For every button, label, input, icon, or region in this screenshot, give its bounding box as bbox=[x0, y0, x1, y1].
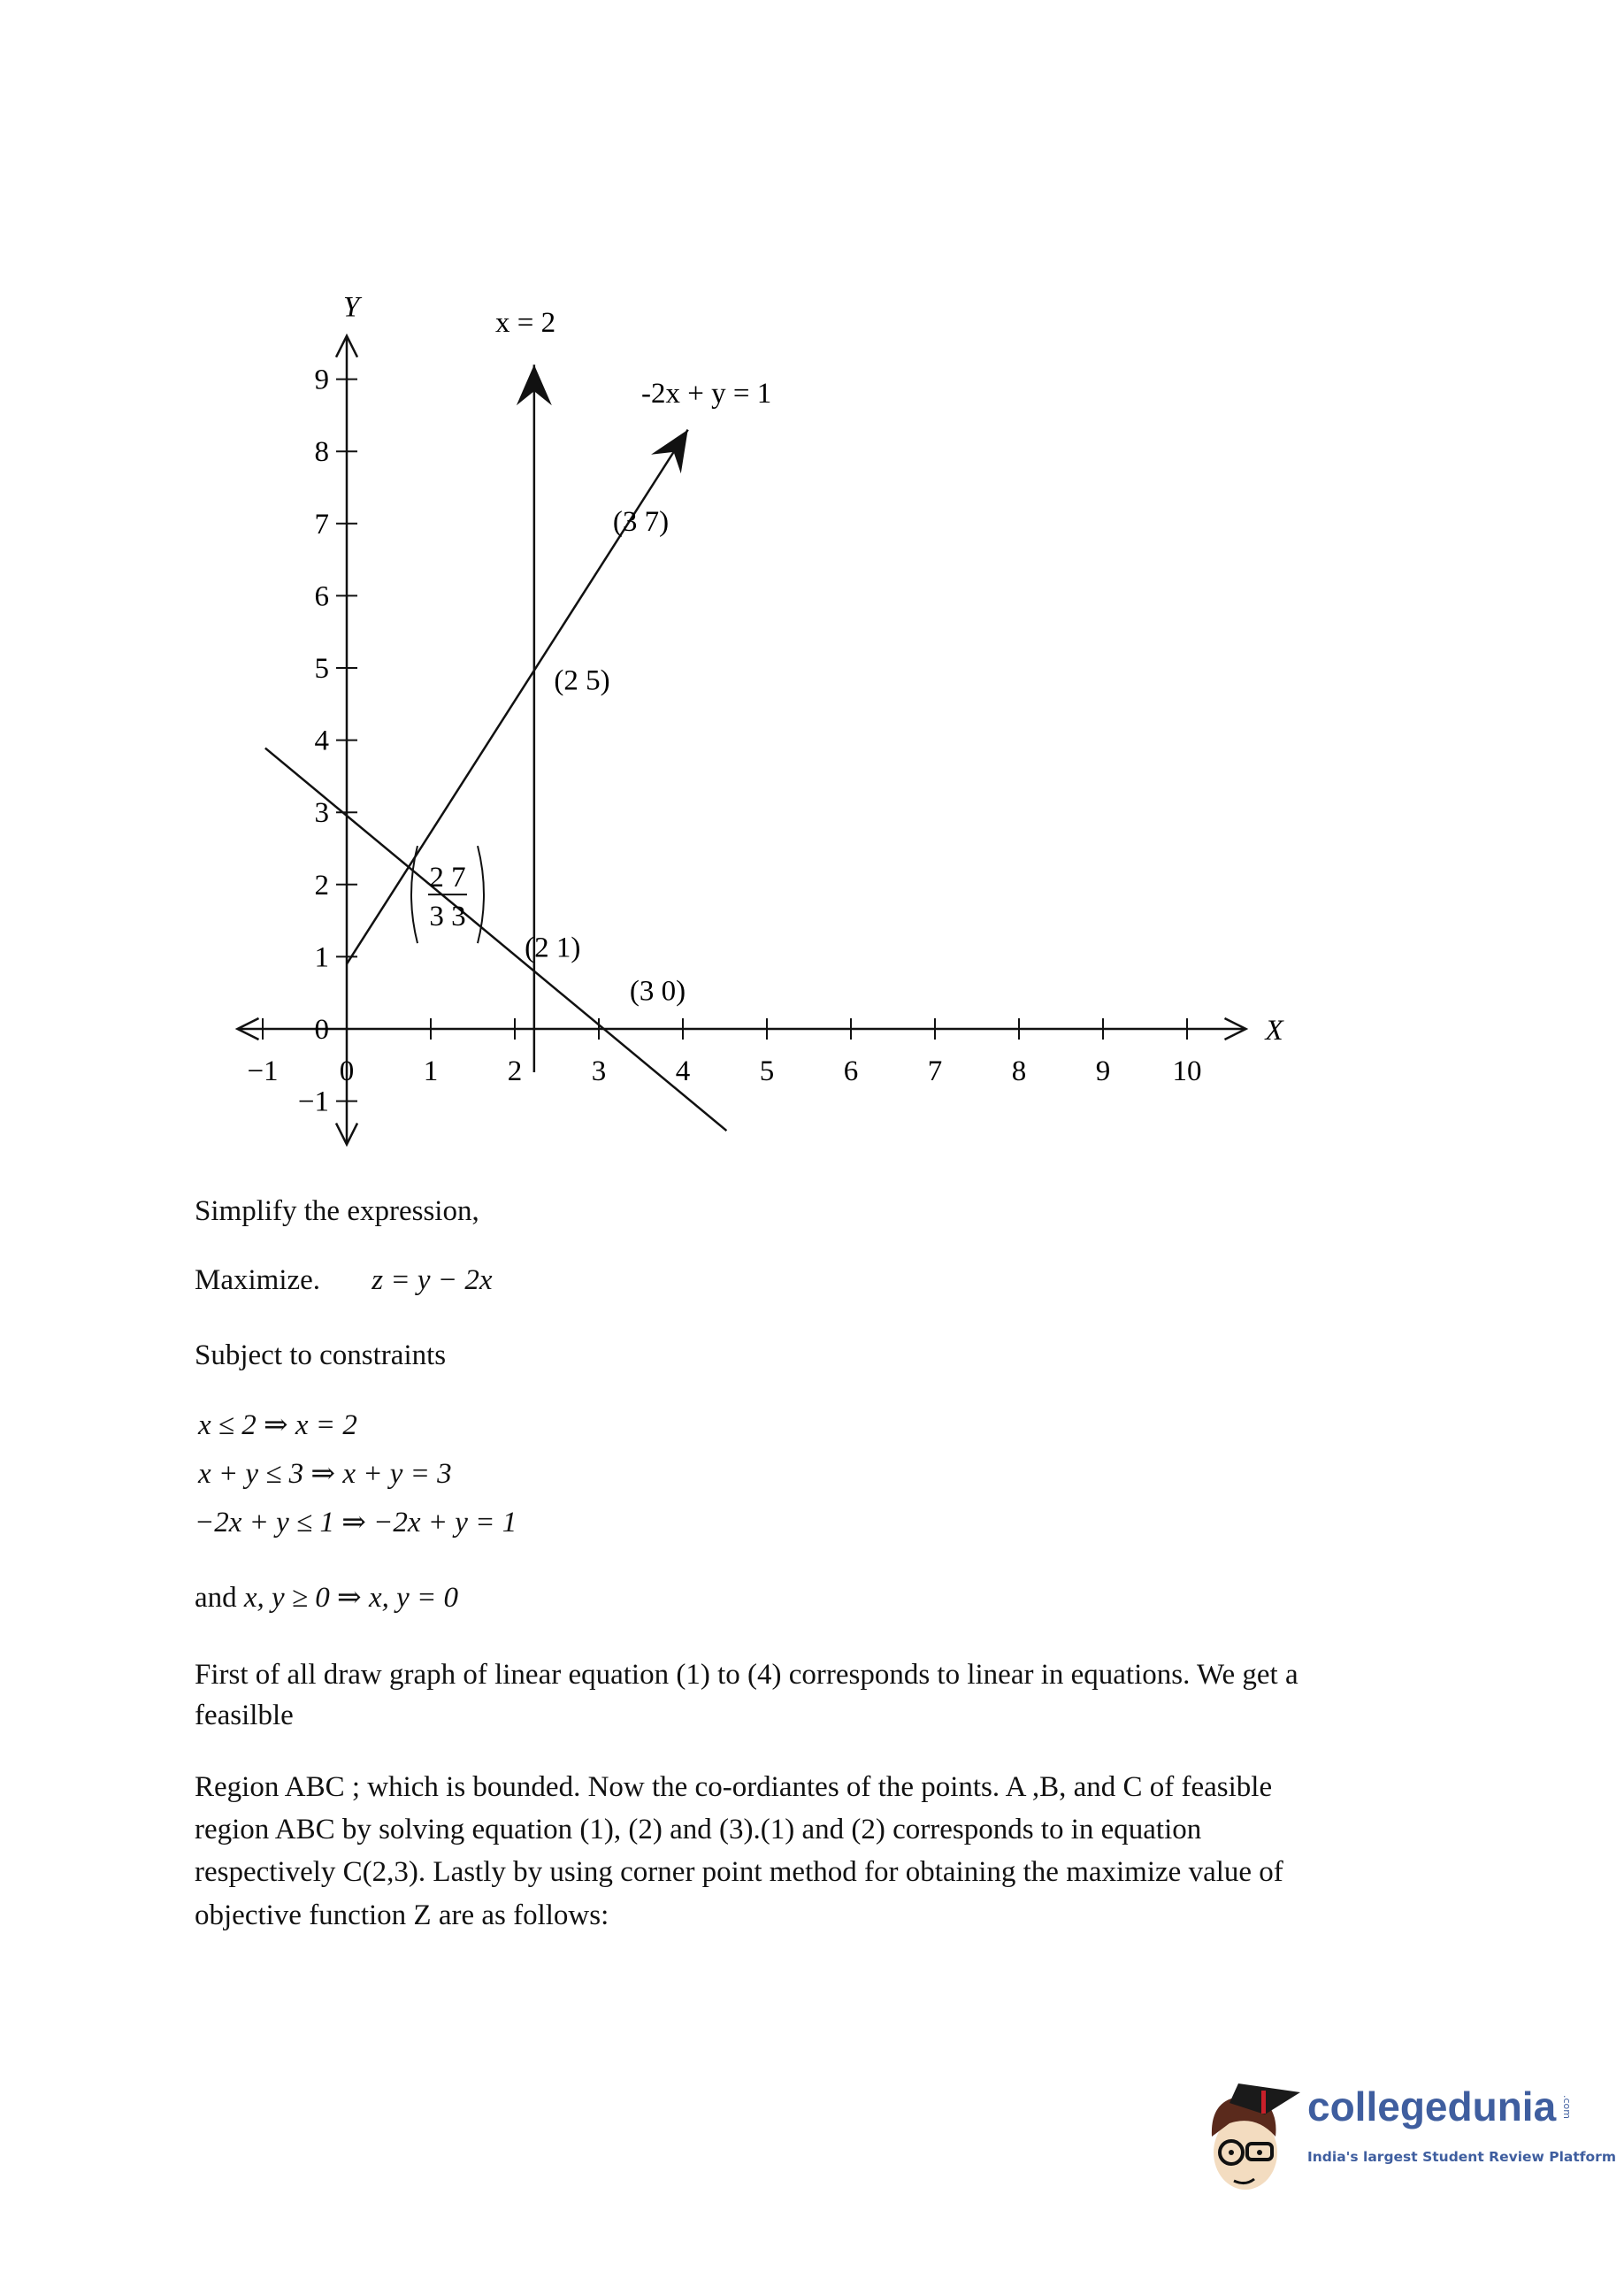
y-tick-label: 3 bbox=[314, 797, 329, 830]
logo-tagline: India's largest Student Review Platform bbox=[1307, 2149, 1616, 2165]
intro-text: Simplify the expression, bbox=[195, 1195, 479, 1227]
x-tick-label: 3 bbox=[591, 1055, 607, 1087]
y-tick-label: 5 bbox=[314, 653, 329, 685]
logo-brand: collegedunia bbox=[1307, 2083, 1557, 2129]
y-tick-label: 0 bbox=[314, 1014, 329, 1046]
x-tick-label: 6 bbox=[843, 1055, 859, 1087]
x-axis-label: X bbox=[1265, 1015, 1283, 1047]
x-tick-label: 5 bbox=[759, 1055, 775, 1087]
subject-text: Subject to constraints bbox=[195, 1339, 447, 1371]
point-label: (2 5) bbox=[554, 664, 610, 697]
collegedunia-logo bbox=[1203, 2075, 1616, 2198]
slanted-line-minus-2x-plus-y-equals-1-arrowhead-icon bbox=[651, 430, 688, 474]
logo-brand-row bbox=[1307, 2080, 1572, 2133]
y-tick-label: 1 bbox=[314, 941, 329, 974]
y-tick-label: −1 bbox=[297, 1086, 329, 1118]
fraction-numerator: 2 7 bbox=[429, 862, 466, 894]
x-tick-label: 4 bbox=[675, 1055, 691, 1087]
nonnegativity-line bbox=[195, 1577, 458, 1619]
paragraph-2-line-4: objective function Z are as follows: bbox=[195, 1899, 609, 1931]
constraint-3: −2x + y ≤ 1 ⇒ −2x + y = 1 bbox=[195, 1507, 517, 1539]
logo-suffix: .com bbox=[1561, 2094, 1574, 2119]
point-label: (2 1) bbox=[525, 932, 581, 964]
constraint-2: x + y ≤ 3 ⇒ x + y = 3 bbox=[198, 1458, 452, 1490]
y-axis-label: Y bbox=[343, 291, 360, 324]
paragraph-1-line-2: feasilble bbox=[195, 1700, 294, 1731]
x-tick-label: 2 bbox=[507, 1055, 523, 1087]
x-tick-label: 8 bbox=[1011, 1055, 1027, 1087]
x-tick-label: 0 bbox=[339, 1055, 355, 1087]
constraint-1: x ≤ 2 ⇒ x = 2 bbox=[198, 1409, 357, 1441]
maximize-label: Maximize. bbox=[195, 1264, 321, 1296]
y-tick-label: 2 bbox=[314, 869, 329, 902]
paragraph-2-line-3: respectively C(2,3). Lastly by using corner point method for obtaining the maximize value of bbox=[195, 1856, 1283, 1888]
fraction-denominator: 3 3 bbox=[429, 901, 466, 933]
y-tick-label: 4 bbox=[314, 725, 329, 757]
paragraph-2-line-1: Region ABC ; which is bounded. Now the co-ordiantes of the points. A ,B, and C of feasible bbox=[195, 1771, 1273, 1803]
x-tick-label: −1 bbox=[247, 1055, 279, 1087]
objective-function: z = y − 2x bbox=[372, 1264, 493, 1296]
line-x-plus-y-equals-3 bbox=[265, 748, 727, 1131]
and-label: and bbox=[195, 1582, 237, 1614]
x-tick-label: 1 bbox=[423, 1055, 439, 1087]
paragraph-1-line-1: First of all draw graph of linear equation (1) to (4) corresponds to linear in equations. We get a bbox=[195, 1659, 1298, 1691]
maximize-line bbox=[195, 1259, 492, 1301]
y-tick-label: 7 bbox=[314, 508, 329, 541]
x-tick-label: 9 bbox=[1095, 1055, 1111, 1087]
mascot-icon bbox=[1203, 2075, 1305, 2198]
x-tick-label: 7 bbox=[927, 1055, 943, 1087]
paragraph-2-line-2: region ABC by solving equation (1), (2) and (3).(1) and (2) corresponds to in equation bbox=[195, 1814, 1202, 1845]
y-tick-label: 6 bbox=[314, 580, 329, 613]
label-minus-2x-plus-y-equals-1: -2x + y = 1 bbox=[641, 378, 772, 410]
point-label: (3 0) bbox=[629, 975, 686, 1008]
y-tick-label: 9 bbox=[314, 364, 329, 396]
label-x-equals-2: x = 2 bbox=[495, 307, 556, 339]
x-tick-label: 10 bbox=[1172, 1055, 1202, 1087]
point-label: (3 7) bbox=[612, 505, 670, 538]
y-tick-label: 8 bbox=[314, 436, 329, 469]
nonnegativity-constraint: x, y ≥ 0 ⇒ x, y = 0 bbox=[243, 1582, 459, 1614]
